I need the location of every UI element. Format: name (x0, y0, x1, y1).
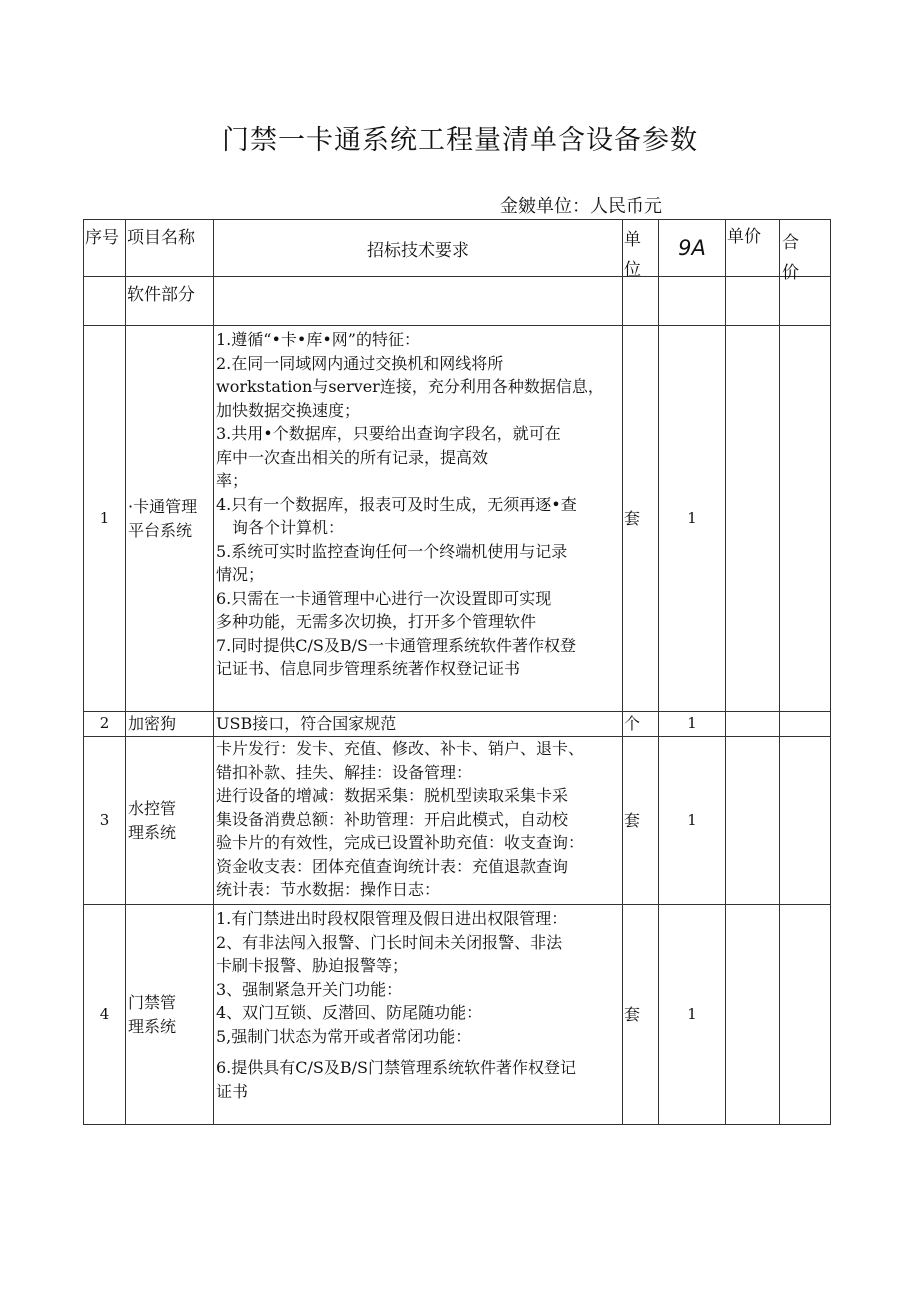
table-row (84, 326, 831, 712)
row-name (126, 326, 214, 712)
req-line: 1.有门禁进出时段权限管理及假日进出权限管理： (216, 909, 568, 928)
req-line: 卡刷卡报警、胁迫报警等； (216, 956, 409, 975)
row-requirements (214, 712, 623, 737)
row-name-text: ·卡通管理平台系统 (128, 497, 198, 540)
req-line: 集设备消费总额：补助管理：开启此模式，自动校 (216, 809, 569, 829)
row-name (126, 737, 214, 905)
req-line: 4、双门互锁、反潜回、防尾随功能： (216, 1003, 483, 1022)
req-line: 2.在同一同域网内通过交换机和网线将所 (216, 353, 504, 373)
req-line: 卡片发行：发卡、充值、修改、补卡、销户、退卡、 (216, 739, 585, 758)
req-line: 4.只有一个数据库，报表可及时生成，无须再逐•查 (216, 494, 577, 514)
row-name-text: 水控管理系统 (128, 799, 177, 842)
header-seq: 序号 (84, 220, 126, 277)
row-total (780, 712, 831, 737)
req-line: 库中一次查出相关的所有记录，提高效 (216, 447, 489, 467)
req-line: 7.同时提供C/S及B/S一卡通管理系统软件著作权登 (216, 635, 576, 655)
row-total (780, 326, 831, 712)
header-quantity: 9A (659, 220, 726, 277)
row-seq: 1 (84, 326, 126, 712)
table-row (84, 905, 831, 1125)
req-line: 询各个计算机： (232, 518, 345, 537)
section-qty-cell (659, 277, 726, 326)
header-total-text: 合价 (782, 233, 799, 283)
req-line: 6.只需在一卡通管理中心进行一次设置即可实现 (216, 588, 552, 608)
quantity-table (83, 219, 831, 1125)
row-seq: 4 (84, 905, 126, 1125)
table-row (84, 737, 831, 905)
req-line: 错扣补款、挂失、解挂：设备管理： (216, 762, 473, 782)
req-line: 统计表：节水数据：操作日志： (216, 880, 441, 899)
req-line: 6.提供具有C/S及B/S门禁管理系统软件著作权登记 (216, 1058, 576, 1077)
section-row (84, 277, 831, 326)
row-qty: 1 (659, 737, 726, 905)
table-header-row (84, 220, 831, 277)
req-line: 加快数据交换速度； (216, 400, 361, 420)
row-total (780, 905, 831, 1125)
section-req-cell (214, 277, 623, 326)
req-line: 1.遵循“•卡•库•网”的特征： (216, 330, 420, 349)
req-line: 证书 (216, 1081, 249, 1101)
row-total (780, 737, 831, 905)
req-line: USB接口，符合国家规范 (216, 714, 397, 733)
row-seq: 2 (84, 712, 126, 737)
row-unit: 套 (623, 737, 659, 905)
row-price (726, 326, 780, 712)
req-line: 3、强制紧急开关门功能： (216, 979, 403, 999)
header-requirements: 招标技术要求 (214, 220, 623, 277)
req-line: workstation与server连接，充分利用各种数据信息， (216, 377, 604, 396)
row-requirements (214, 326, 623, 712)
req-line: 5.系统可实时监控查询任何一个终端机使用与记录 (216, 541, 568, 561)
currency-unit-note: 金皴单位：人民币元 (500, 196, 662, 217)
req-line: 2、有非法闯入报警、门长时间未关闭报警、非法 (216, 932, 563, 952)
section-seq-cell (84, 277, 126, 326)
section-price-cell (726, 277, 780, 326)
row-name: 加密狗 (126, 712, 214, 737)
header-unit (623, 220, 659, 280)
header-name: 项目名称 (126, 220, 214, 277)
row-unit: 套 (623, 326, 659, 712)
row-requirements (214, 905, 623, 1125)
row-price (726, 737, 780, 905)
row-name (126, 905, 214, 1125)
page-title: 门禁一卡通系统工程量清单含设备参数 (222, 125, 698, 156)
req-line: 5,强制门状态为常开或者常闭功能： (216, 1026, 472, 1046)
table-row (84, 712, 831, 737)
row-price (726, 712, 780, 737)
req-line: 率； (216, 471, 249, 490)
header-total (780, 220, 831, 283)
row-seq: 3 (84, 737, 126, 905)
row-unit: 套 (623, 905, 659, 1125)
req-line: 多种功能，无需多次切换，打开多个管理软件 (216, 612, 537, 631)
header-unit-text: 单位 (624, 230, 641, 280)
row-qty: 1 (659, 326, 726, 712)
req-line: 资金收支表：团体充值查询统计表：充值退款查询 (216, 856, 569, 876)
req-line: 记证书、信息同步管理系统著作权登记证书 (216, 659, 521, 678)
row-qty: 1 (659, 905, 726, 1125)
header-price: 单价 (726, 220, 780, 277)
row-qty: 1 (659, 712, 726, 737)
row-unit: 个 (623, 712, 659, 737)
req-line: 验卡片的有效性，完成已设置补助充值：收支查询： (216, 833, 585, 852)
row-name-text: 门禁管理系统 (128, 993, 177, 1036)
req-line: 3.共用•个数据库，只要给出查询字段名，就可在 (216, 424, 561, 443)
section-name-cell (126, 277, 214, 326)
row-requirements (214, 737, 623, 905)
req-line: 进行设备的增减：数据采集：脱机型读取采集卡采 (216, 786, 569, 805)
section-name: 软件部分 (127, 285, 195, 305)
req-line: 情况； (216, 565, 265, 584)
row-price (726, 905, 780, 1125)
